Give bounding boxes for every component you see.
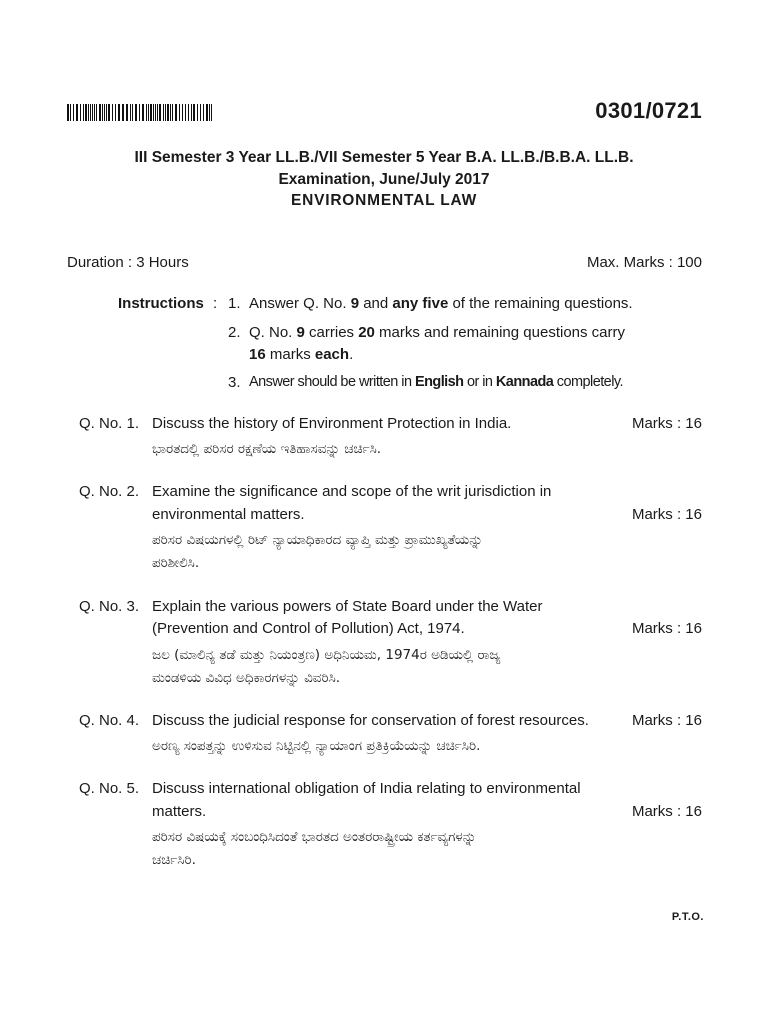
barcode-bar: [108, 104, 110, 121]
barcode-bar: [182, 104, 183, 121]
question-text: matters.: [152, 803, 207, 820]
question-label: Q. No. 3.: [79, 598, 140, 615]
question-label: Q. No. 5.: [79, 780, 140, 797]
barcode-bar: [188, 104, 189, 121]
barcode-bar: [175, 104, 177, 121]
barcode-bar: [155, 104, 156, 121]
paper-code: 0301/0721: [595, 98, 702, 123]
barcode-bar: [85, 104, 87, 121]
barcode-bar: [132, 104, 133, 121]
instructions-label: Instructions: [118, 295, 204, 312]
question-label: Q. No. 4.: [79, 712, 140, 729]
barcode-bar: [206, 104, 208, 121]
barcode-bar: [106, 104, 107, 121]
barcode-bar: [139, 104, 140, 121]
barcode-bar: [99, 104, 101, 121]
instruction-1: Answer Q. No. 9 and any five of the remaining questions.: [249, 295, 633, 312]
barcode-bar: [126, 104, 128, 121]
question-marks: Marks : 16: [631, 803, 702, 820]
barcode-bar: [83, 104, 84, 121]
exam-session-line: Examination, June/July 2017: [278, 171, 490, 188]
barcode-bar: [170, 104, 171, 121]
barcode-bar: [67, 104, 69, 121]
barcode-bar: [90, 104, 91, 121]
question-marks: Marks : 16: [631, 620, 702, 637]
question-kannada: ಮಂಡಳಿಯ ವಿವಿಧ ಅಧಿಕಾರಗಳನ್ನು ವಿವರಿಸಿ.: [152, 670, 341, 686]
barcode-bar: [70, 104, 71, 121]
instruction-number: 3.: [228, 374, 241, 391]
barcode-bar: [115, 104, 116, 121]
question-text: environmental matters.: [152, 506, 305, 523]
question-kannada: ಪರಿಶೀಲಿಸಿ.: [152, 555, 200, 571]
barcode-bar: [163, 104, 164, 121]
question-marks: Marks : 16: [631, 415, 702, 432]
barcode-bar: [130, 104, 131, 121]
barcode-bar: [211, 104, 212, 121]
barcode-bar: [153, 104, 154, 121]
barcode-bar: [197, 104, 198, 121]
question-text: (Prevention and Control of Pollution) Act, 1974.: [152, 620, 465, 637]
barcode-bar: [112, 104, 113, 121]
instruction-number: 1.: [228, 295, 241, 312]
question-marks: Marks : 16: [631, 712, 702, 729]
barcode-bar: [157, 104, 158, 121]
barcode-bar: [203, 104, 204, 121]
barcode-bar: [193, 104, 195, 121]
subject-title: ENVIRONMENTAL LAW: [290, 192, 478, 209]
barcode-bar: [76, 104, 78, 121]
barcode-bar: [167, 104, 169, 121]
question-text: Discuss the judicial response for conservation of forest resources.: [152, 712, 589, 729]
barcode-bar: [191, 104, 192, 121]
barcode-bar: [185, 104, 186, 121]
barcode-bar: [146, 104, 147, 121]
question-kannada: ಪರಿಸರ ವಿಷಯಗಳಲ್ಲಿ ರಿಟ್ ನ್ಯಾಯಾಧಿಕಾರದ ವ್ಯಾಪ್ತಿ ಮತ್ತು ಪ್ರಾಮುಖ್ಯತೆಯನ್ನು: [152, 532, 483, 548]
barcode-bar: [148, 104, 149, 121]
question-text: Examine the significance and scope of the writ jurisdiction in: [152, 483, 552, 500]
barcode-bar: [150, 104, 152, 121]
question-marks: Marks : 16: [631, 506, 702, 523]
barcode-bar: [102, 104, 103, 121]
pto-marker: P.T.O.: [671, 911, 704, 923]
barcode-bar: [73, 104, 74, 121]
duration: Duration : 3 Hours: [67, 254, 189, 271]
barcode-bar: [94, 104, 95, 121]
barcode-bar: [92, 104, 93, 121]
question-kannada: ಪರಿಸರ ವಿಷಯಕ್ಕೆ ಸಂಬಂಧಿಸಿದಂತೆ ಭಾರತದ ಅಂತರರಾಷ್ಟ್ರೀಯ ಕರ್ತವ್ಯಗಳನ್ನು: [152, 829, 477, 845]
question-text: Discuss international obligation of India relating to environmental: [152, 780, 581, 797]
barcode-bar: [209, 104, 210, 121]
question-label: Q. No. 2.: [79, 483, 140, 500]
exam-course-line: III Semester 3 Year LL.B./VII Semester 5 Year B.A. LL.B./B.B.A. LL.B.: [134, 149, 634, 166]
barcode-bar: [200, 104, 201, 121]
instruction-2-line-2: 16 marks each.: [249, 346, 354, 363]
question-kannada: ಅರಣ್ಯ ಸಂಪತ್ತನ್ನು ಉಳಿಸುವ ನಿಟ್ಟಿನಲ್ಲಿ ನ್ಯಾಯಾಂಗ ಪ್ರತಿಕ್ರಿಯೆಯನ್ನು ಚರ್ಚಿಸಿರಿ.: [152, 738, 481, 754]
instruction-number: 2.: [228, 324, 241, 341]
max-marks: Max. Marks : 100: [586, 254, 702, 271]
instructions-colon: :: [213, 295, 218, 312]
barcode-bar: [122, 104, 124, 121]
barcode-bar: [104, 104, 105, 121]
barcode-bar: [142, 104, 144, 121]
instruction-2-line-1: Q. No. 9 carries 20 marks and remaining questions carry: [249, 324, 625, 341]
question-kannada: ಭಾರತದಲ್ಲಿ ಪರಿಸರ ರಕ್ಷಣೆಯ ಇತಿಹಾಸವನ್ನು ಚರ್ಚಿಸಿ.: [152, 441, 382, 457]
barcode-bar: [96, 104, 97, 121]
question-label: Q. No. 1.: [79, 415, 140, 432]
barcode-bar: [80, 104, 81, 121]
barcode-bar: [179, 104, 180, 121]
barcode-bar: [159, 104, 161, 121]
barcode-bar: [88, 104, 89, 121]
question-text: Explain the various powers of State Board under the Water: [152, 598, 543, 615]
barcode-bar: [118, 104, 120, 121]
barcode-bar: [165, 104, 166, 121]
question-text: Discuss the history of Environment Protection in India.: [152, 415, 512, 432]
instruction-3: Answer should be written in English or in Kannada completely.: [249, 374, 623, 390]
barcode: [67, 104, 213, 121]
question-kannada: ಜಲ (ಮಾಲಿನ್ಯ ತಡೆ ಮತ್ತು ನಿಯಂತ್ರಣ) ಅಧಿನಿಯಮ, 1974ರ ಅಡಿಯಲ್ಲಿ ರಾಜ್ಯ: [152, 647, 501, 663]
question-kannada: ಚರ್ಚಿಸಿರಿ.: [152, 852, 196, 868]
barcode-bar: [135, 104, 137, 121]
barcode-bar: [172, 104, 173, 121]
